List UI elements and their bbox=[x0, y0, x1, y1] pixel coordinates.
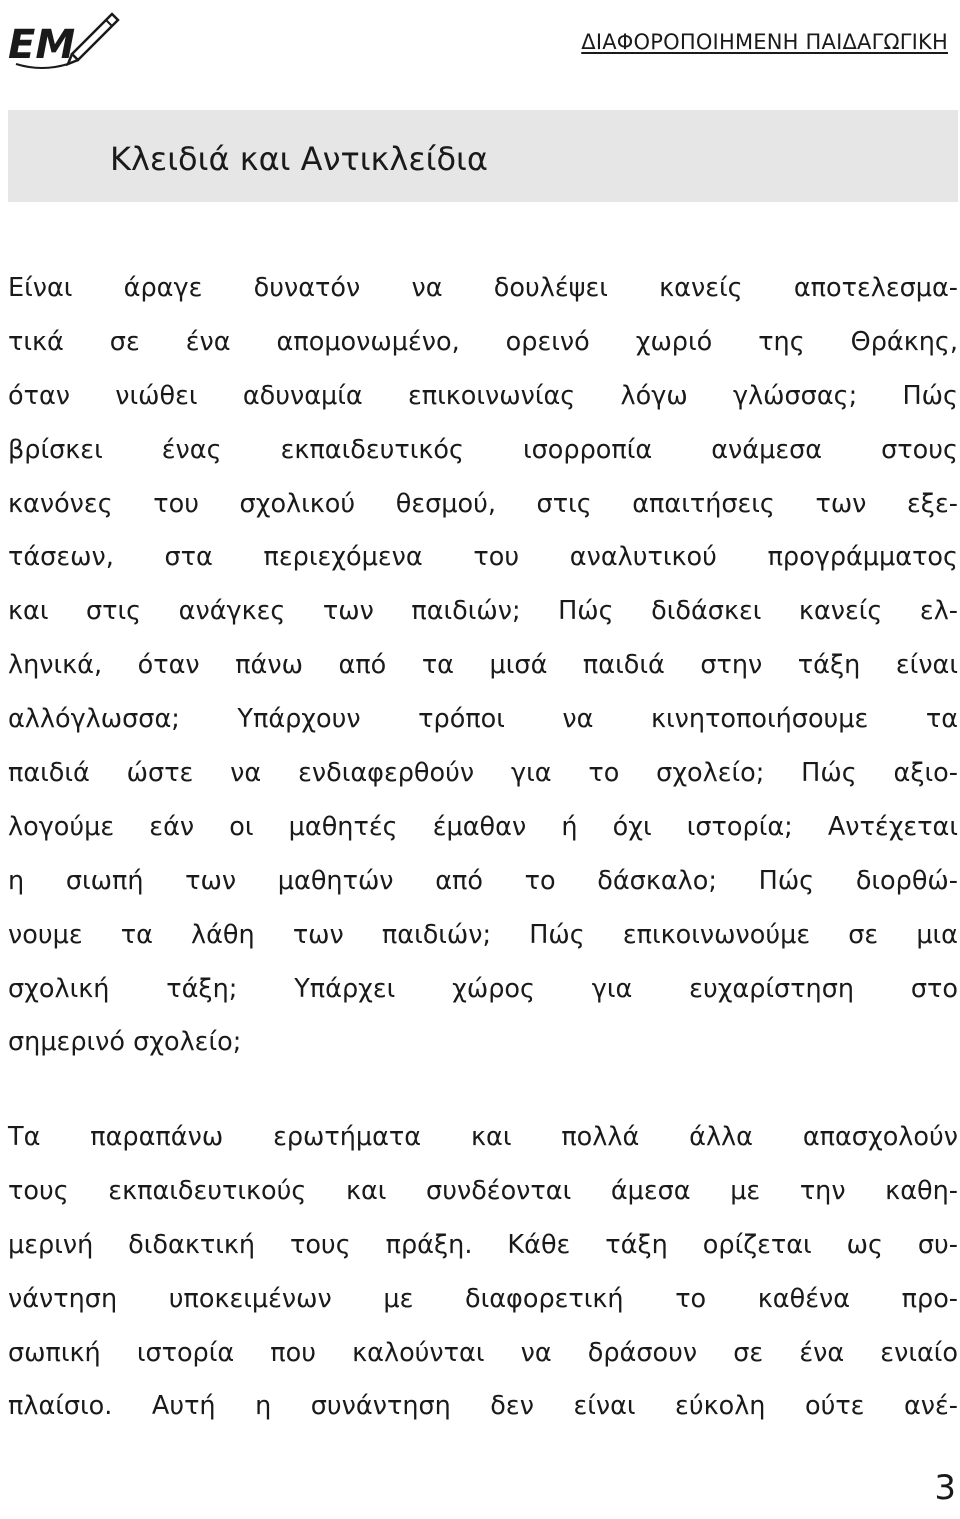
running-title: ΔΙΑΦΟΡΟΠΟΙΗΜΕΝΗ ΠΑΙΔΑΓΩΓΙΚΗ bbox=[581, 30, 948, 54]
text-line: τικά σε ένα απομονωμένο, ορεινό χωριό της Θράκης, bbox=[8, 326, 958, 357]
text-line: λογούμε εάν οι μαθητές έμαθαν ή όχι ιστορία; Αντέχεται bbox=[8, 811, 958, 842]
text-line: σωπική ιστορία που καλούνται να δράσουν σε ένα ενιαίο bbox=[8, 1337, 958, 1368]
text-line: και στις ανάγκες των παιδιών; Πώς διδάσκει κανείς ελ- bbox=[8, 596, 958, 627]
text-line: τους εκπαιδευτικούς και συνδέονται άμεσα με την καθη- bbox=[8, 1175, 958, 1206]
text-line: Είναι άραγε δυνατόν να δουλέψει κανείς αποτελεσμα- bbox=[8, 273, 958, 303]
page-number: 3 bbox=[934, 1468, 956, 1508]
text-line: η σιωπή των μαθητών από το δάσκαλο; Πώς διορθώ- bbox=[8, 865, 958, 896]
paragraph-1 bbox=[8, 262, 958, 1070]
section-title-band bbox=[8, 110, 958, 202]
text-line: νάντηση υποκειμένων με διαφορετική το καθένα προ- bbox=[8, 1283, 958, 1314]
text-line: βρίσκει ένας εκπαιδευτικός ισορροπία ανάμεσα στους bbox=[8, 434, 958, 465]
page-header bbox=[8, 0, 948, 78]
text-line: Τα παραπάνω ερωτήματα και πολλά άλλα απασχολούν bbox=[8, 1122, 958, 1152]
text-line: αλλόγλωσσα; Υπάρχουν τρόποι να κινητοποιήσουμε τα bbox=[8, 704, 958, 735]
text-line: κανόνες του σχολικού θεσμού, στις απαιτήσεις των εξε- bbox=[8, 488, 958, 519]
text-line: σημερινό σχολείο; bbox=[8, 1027, 242, 1058]
text-line: νουμε τα λάθη των παιδιών; Πώς επικοινωνούμε σε μια bbox=[8, 919, 958, 950]
text-line: πλαίσιο. Αυτή η συνάντηση δεν είναι εύκολη ούτε ανέ- bbox=[8, 1391, 958, 1422]
paragraph-2 bbox=[8, 1111, 958, 1434]
text-line: σχολική τάξη; Υπάρχει χώρος για ευχαρίστηση στο bbox=[8, 973, 958, 1004]
text-line: τάσεων, στα περιεχόμενα του αναλυτικού προγράμματος bbox=[8, 542, 958, 573]
text-line: μερινή διδακτική τους πράξη. Κάθε τάξη ορίζεται ως συ- bbox=[8, 1229, 958, 1260]
text-line: ληνικά, όταν πάνω από τα μισά παιδιά στην τάξη είναι bbox=[8, 650, 958, 681]
section-title: Κλειδιά και Αντικλείδια bbox=[110, 140, 488, 178]
text-line: όταν νιώθει αδυναμία επικοινωνίας λόγω γλώσσας; Πώς bbox=[8, 380, 958, 411]
svg-text:EM: EM bbox=[8, 22, 76, 68]
pen-logo-icon bbox=[8, 4, 128, 70]
text-line: παιδιά ώστε να ενδιαφερθούν για το σχολείο; Πώς αξιο- bbox=[8, 758, 958, 789]
